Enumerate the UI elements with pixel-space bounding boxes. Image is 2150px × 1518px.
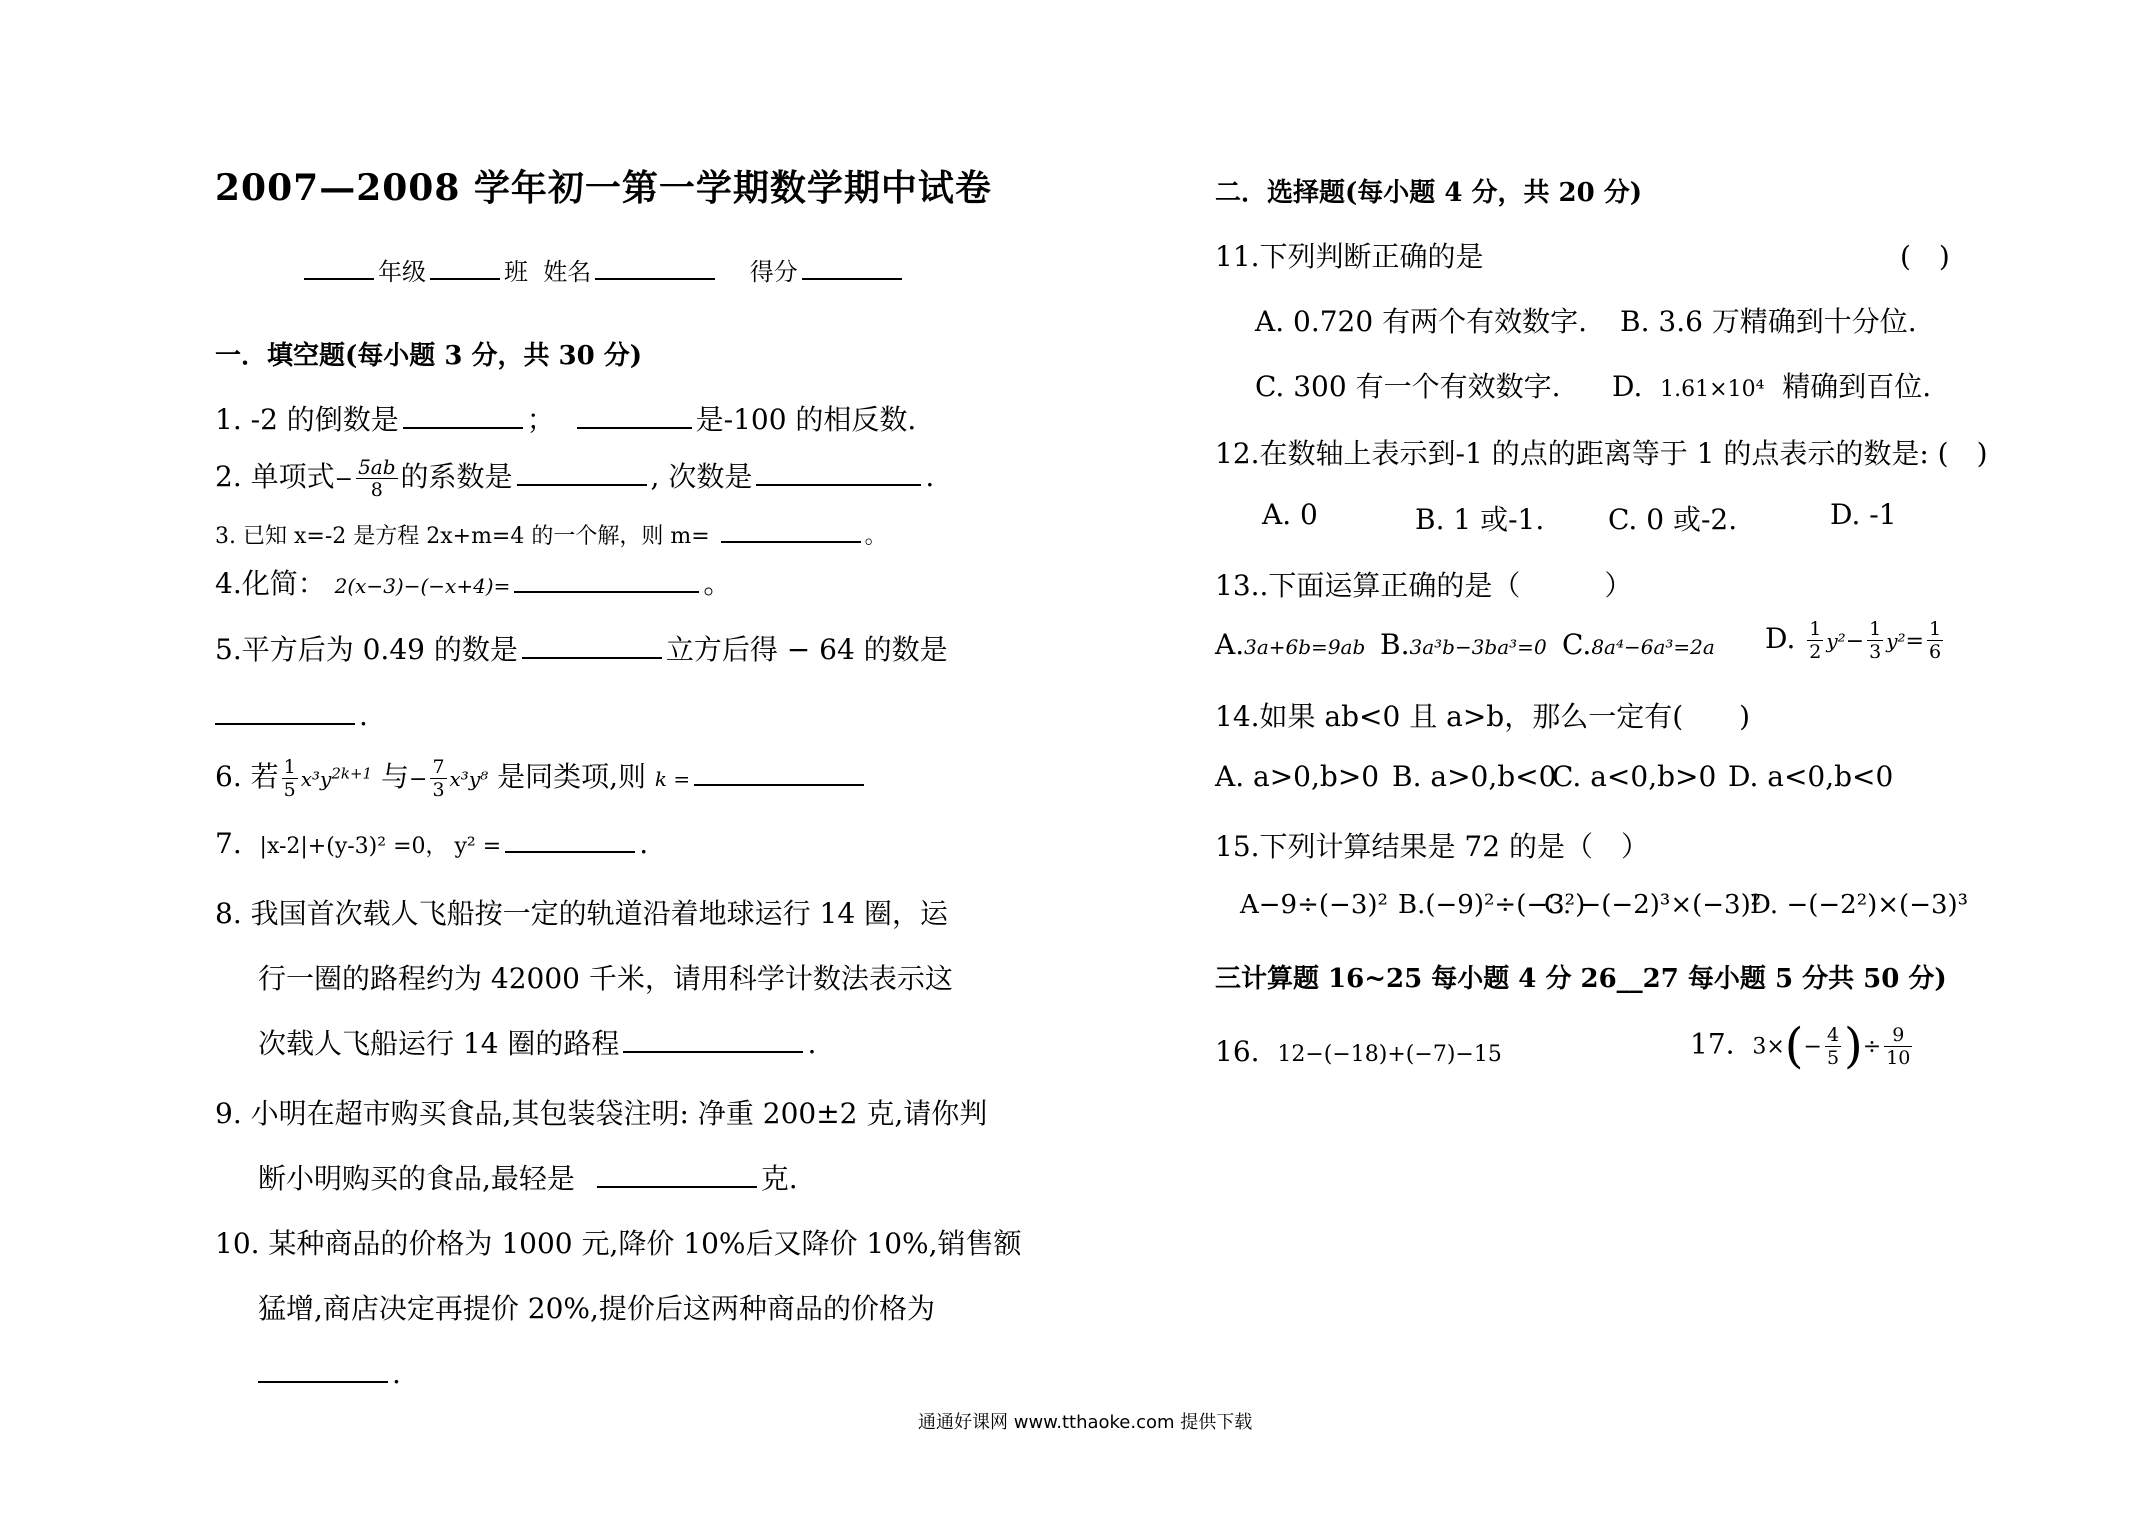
q11-option-c[interactable]: C. 300 有一个有效数字. (1255, 370, 1561, 403)
question-9-line2: 断小明购买的食品,最轻是 克. (258, 1162, 798, 1195)
q8-blank[interactable] (623, 1025, 803, 1053)
q15-option-c[interactable]: C. −(−2)³×(−3)² (1544, 890, 1762, 920)
q13-option-d[interactable]: D. $\frac{1}{2}$ y²− $\frac{1}{3}$ y²= $\frac{1}{6}$ (1765, 618, 1942, 663)
class-label: 班 (504, 258, 528, 286)
class-blank[interactable] (430, 252, 500, 280)
q5-blank-2[interactable] (215, 697, 355, 725)
question-1: 1. -2 的倒数是 ； 是-100 的相反数. (215, 403, 917, 436)
q6-blank[interactable] (694, 758, 864, 786)
grade-blank[interactable] (304, 252, 374, 280)
q12-option-a[interactable]: A. 0 (1262, 498, 1318, 531)
q7-expression: |x-2|+(y-3)² =0， y² = (259, 834, 502, 859)
q2-blank-2[interactable] (756, 458, 921, 486)
question-4: 4.化简： 2(x−3)−(−x+4)= 。 (215, 567, 732, 600)
q1-blank-1[interactable] (403, 401, 523, 429)
question-5: 5.平方后为 0.49 的数是 立方后得 − 64 的数是 (215, 633, 948, 666)
q4-expression: 2(x−3)−(−x+4)= (334, 574, 511, 598)
q10-blank[interactable] (258, 1355, 388, 1383)
question-2: 2. 单项式− $\frac{5ab}{8}$ 的系数是 , 次数是 . (215, 455, 935, 501)
q12-option-b[interactable]: B. 1 或-1. (1415, 503, 1545, 536)
q11-option-d[interactable]: D. 1.61×10⁴ 精确到百位. (1612, 370, 1932, 403)
question-12-stem: 12.在数轴上表示到-1 的点的距离等于 1 的点表示的数是: ( ) (1215, 437, 1988, 470)
q14-option-c[interactable]: C. a<0,b>0 (1552, 760, 1717, 793)
q14-option-b[interactable]: B. a>0,b<0 (1392, 760, 1557, 793)
question-8-line3: 次载人飞船运行 14 圈的路程 . (258, 1027, 817, 1060)
q11-option-a[interactable]: A. 0.720 有两个有效数字. (1255, 305, 1587, 338)
question-10-line1: 10. 某种商品的价格为 1000 元,降价 10%后又降价 10%,销售额 (215, 1227, 1022, 1260)
q16-expression: 12−(−18)+(−7)−15 (1277, 1042, 1502, 1067)
q11-option-b[interactable]: B. 3.6 万精确到十分位. (1620, 305, 1917, 338)
q1-blank-2[interactable] (577, 401, 692, 429)
q2-fraction: $\frac{5ab}{8}$ (358, 455, 396, 501)
q13-option-c[interactable]: C.8a⁴−6a³=2a (1562, 628, 1715, 661)
q15-option-d[interactable]: D. −(−2²)×(−3)³ (1750, 890, 1969, 920)
question-11-stem: 11.下列判断正确的是 (1215, 240, 1484, 273)
section3-heading: 三计算题 16~25 每小题 4 分 26__27 每小题 5 分共 50 分) (1215, 964, 1947, 994)
q12-option-d[interactable]: D. -1 (1830, 498, 1897, 531)
score-label: 得分 (749, 258, 798, 286)
question-3: 3. 已知 x=-2 是方程 2x+m=4 的一个解，则 m= 。 (215, 515, 887, 550)
question-8-line1: 8. 我国首次载人飞船按一定的轨道沿着地球运行 14 圈，运 (215, 897, 949, 930)
question-11-paren: ( ) (1900, 240, 1950, 273)
question-13-stem: 13..下面运算正确的是（ ） (1215, 569, 1633, 602)
q13-option-a[interactable]: A.3a+6b=9ab (1215, 628, 1366, 661)
name-blank[interactable] (595, 252, 715, 280)
footer-source: 通通好课网 www.tthaoke.com 提供下载 (918, 1412, 1253, 1433)
q3-blank[interactable] (721, 515, 861, 543)
q4-blank[interactable] (514, 565, 699, 593)
q2-blank-1[interactable] (517, 458, 647, 486)
q12-option-c[interactable]: C. 0 或-2. (1608, 503, 1738, 536)
question-14-stem: 14.如果 ab<0 且 a>b，那么一定有( ) (1215, 700, 1751, 733)
section2-heading: 二．选择题(每小题 4 分，共 20 分) (1215, 178, 1643, 208)
page-title: 2007—2008 学年初一第一学期数学期中试卷 (215, 167, 992, 209)
question-15-stem: 15.下列计算结果是 72 的是（ ） (1215, 830, 1649, 863)
question-7: 7. |x-2|+(y-3)² =0， y² = . (215, 827, 649, 860)
q15-option-b[interactable]: B.(−9)²÷(−3²) (1398, 890, 1586, 920)
q15-option-a[interactable]: A−9÷(−3)² (1240, 890, 1388, 920)
question-5-cont: . (215, 697, 368, 732)
question-9-line1: 9. 小明在超市购买食品,其包装袋注明: 净重 200±2 克,请你判 (215, 1097, 988, 1130)
section1-heading: 一．填空题(每小题 3 分，共 30 分) (215, 341, 643, 371)
question-10-line3: . (258, 1355, 401, 1390)
question-10-line2: 猛增,商店决定再提价 20%,提价后这两种商品的价格为 (258, 1292, 935, 1325)
q14-option-d[interactable]: D. a<0,b<0 (1728, 760, 1894, 793)
q7-blank[interactable] (505, 825, 635, 853)
score-blank[interactable] (802, 252, 902, 280)
question-17: 17. 3×(− $\frac{4}{5}$ )÷ $\frac{9}{10}$ (1690, 1018, 1911, 1074)
question-6: 6. 若 $\frac{1}{5}$ $x^3y^{2k+1}$ 与− $\frac{7}{3}$ x³y⁸ 是同类项,则 k = (215, 755, 868, 801)
q14-option-a[interactable]: A. a>0,b>0 (1215, 760, 1380, 793)
q13-option-b[interactable]: B.3a³b−3ba³=0 (1380, 628, 1547, 661)
question-16: 16. 12−(−18)+(−7)−15 (1215, 1035, 1502, 1068)
student-info-line (300, 252, 906, 287)
grade-label: 年级 (378, 258, 426, 286)
q5-blank-1[interactable] (522, 631, 662, 659)
name-label: 姓名 (543, 258, 592, 286)
question-8-line2: 行一圈的路程约为 42000 千米，请用科学计数法表示这 (258, 962, 953, 995)
q9-blank[interactable] (597, 1160, 757, 1188)
